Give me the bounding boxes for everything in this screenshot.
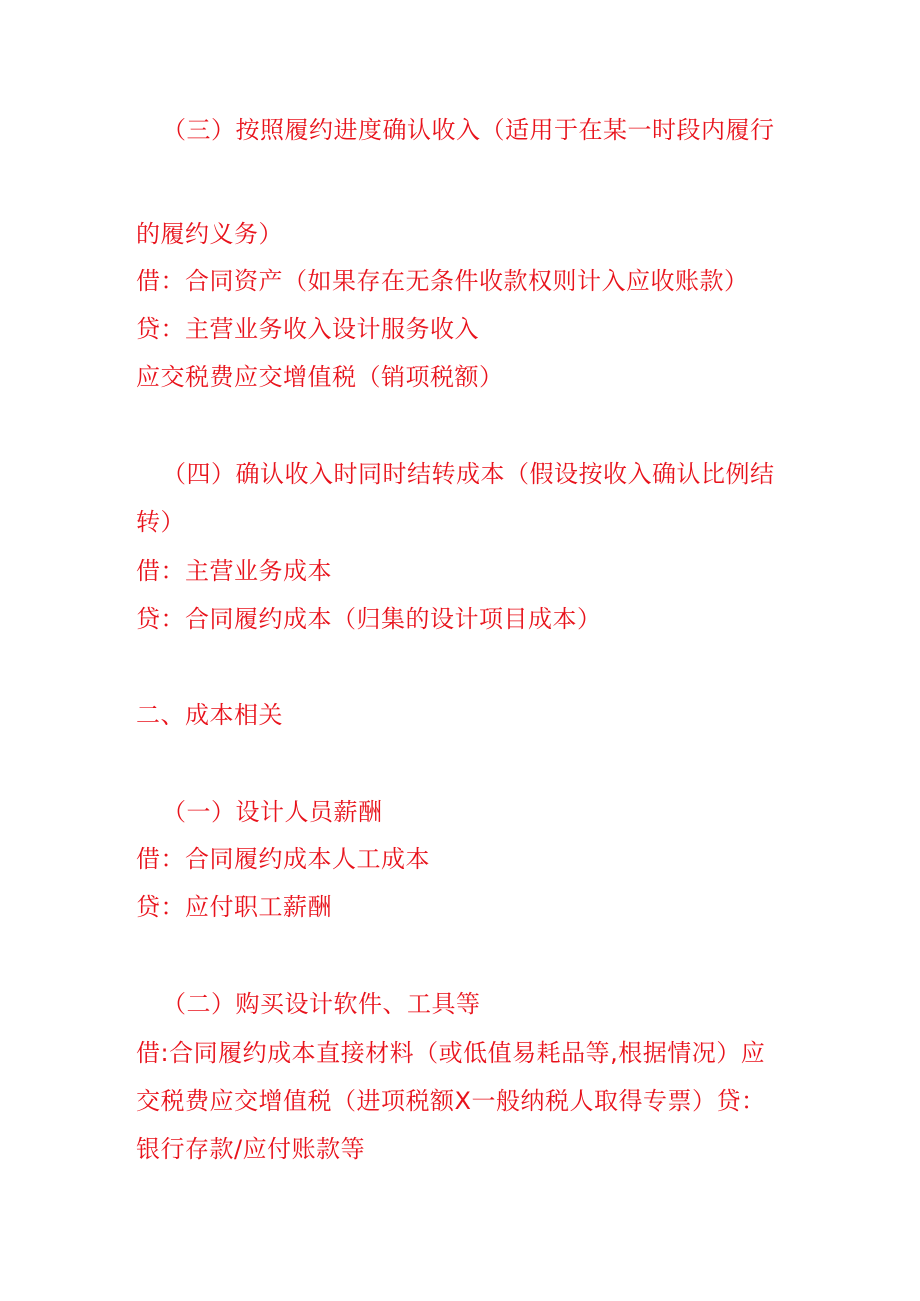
entry-debit: 借:合同履约成本直接材料（或低值易耗品等,根据情况）应	[136, 1039, 766, 1067]
section-heading-1: （一）设计人员薪酬	[162, 798, 383, 826]
text-line: 的履约义务）	[136, 220, 283, 248]
text-line: 银行存款/应付账款等	[136, 1135, 366, 1163]
text-line: 应交税费应交增值税（销项税额）	[136, 363, 504, 391]
entry-debit: 借：合同资产（如果存在无条件收款权则计入应收账款）	[136, 267, 749, 295]
entry-debit: 借：主营业务成本	[136, 557, 332, 585]
section-heading-3: （三）按照履约进度确认收入（适用于在某一时段内履行	[162, 116, 775, 144]
entry-debit: 借：合同履约成本人工成本	[136, 845, 430, 873]
text-line: 交税费应交增值税（进项税额X一般纳税人取得专票）贷：	[136, 1087, 766, 1115]
section-heading-2: （二）购买设计软件、工具等	[162, 990, 481, 1018]
text-line: 转）	[136, 508, 185, 536]
entry-credit: 贷：合同履约成本（归集的设计项目成本）	[136, 605, 602, 633]
section-heading-4: （四）确认收入时同时结转成本（假设按收入确认比例结	[162, 460, 775, 488]
entry-credit: 贷：主营业务收入设计服务收入	[136, 315, 479, 343]
entry-credit: 贷：应付职工薪酬	[136, 893, 332, 921]
chapter-heading: 二、成本相关	[136, 701, 283, 729]
